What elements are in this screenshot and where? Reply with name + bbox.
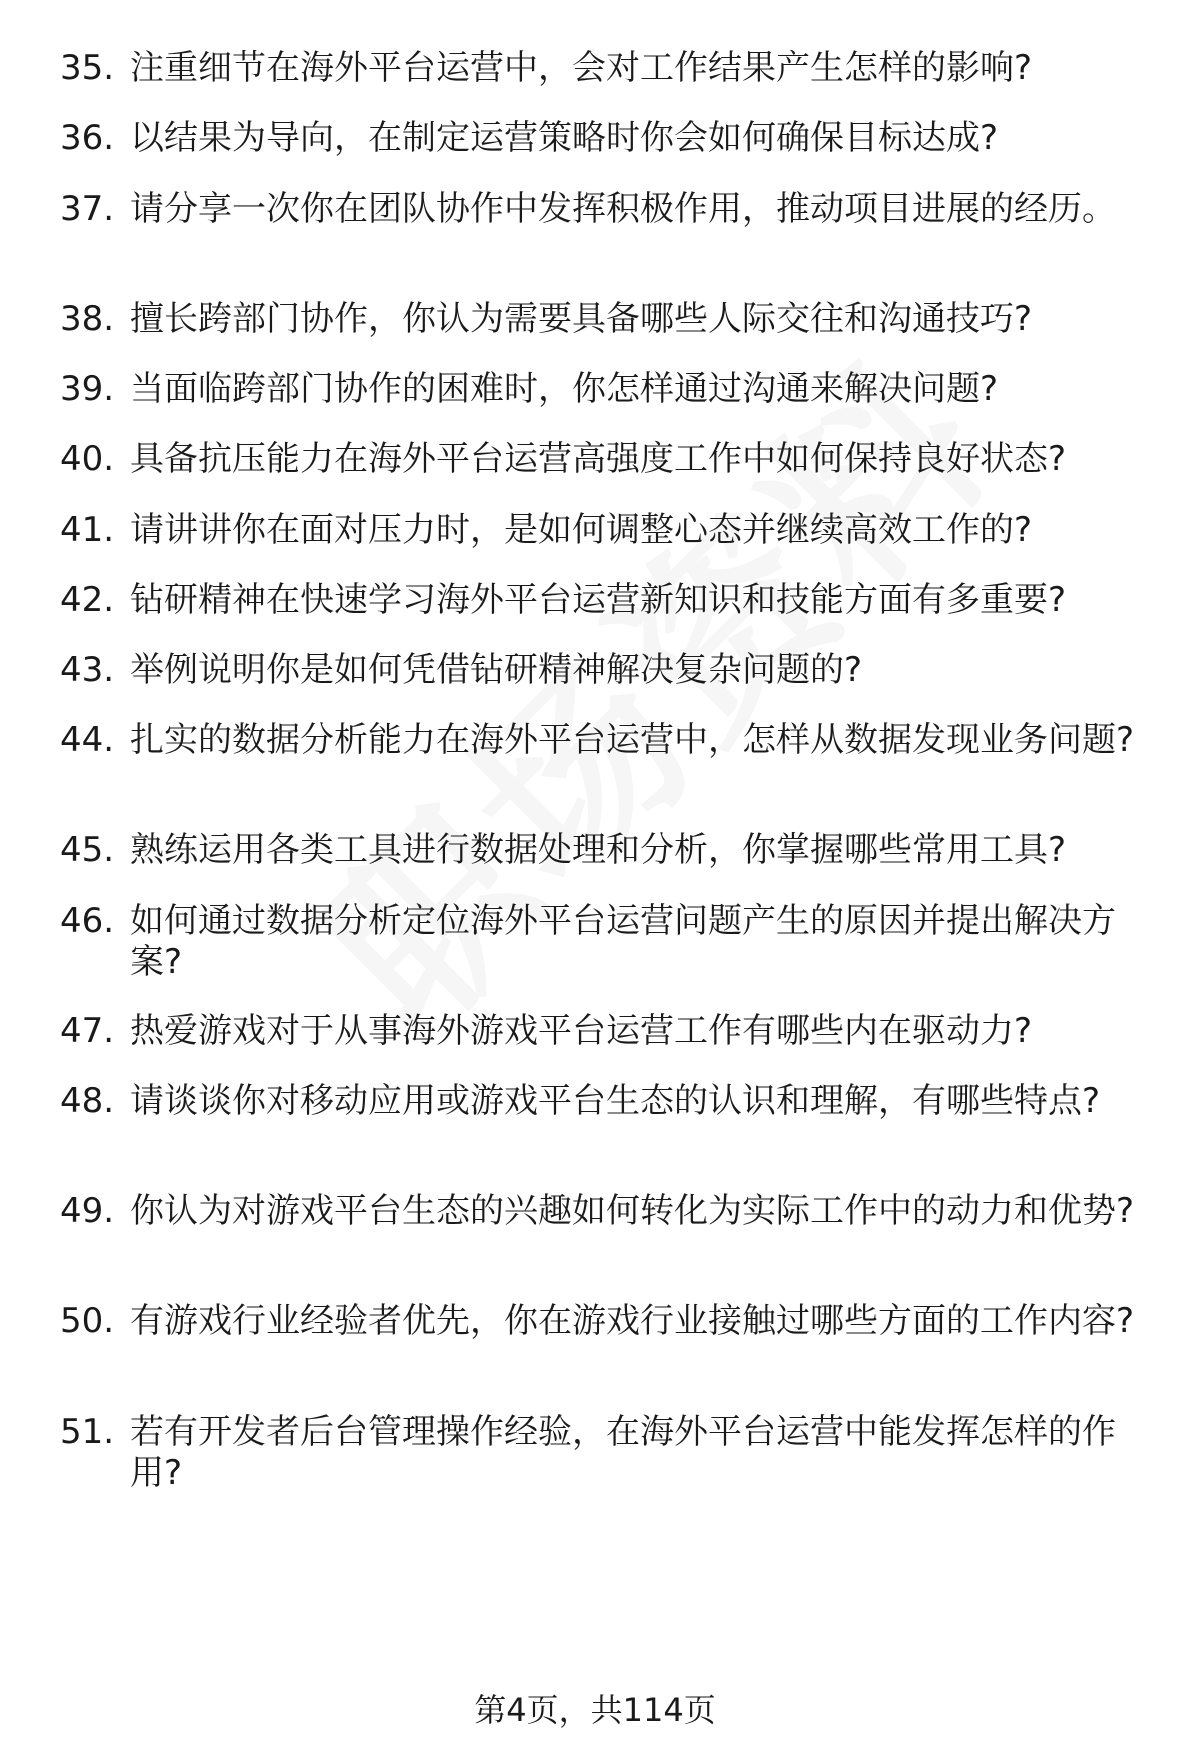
question-item [60,1301,1150,1342]
question-number: 49. [60,1191,115,1231]
question-item [60,118,1150,159]
question-item [60,580,1150,621]
question-item [60,901,1150,983]
question-number: 47. [60,1011,115,1051]
question-text: 请讲讲你在面对压力时，是如何调整心态并继续高效工作的? [130,510,1033,550]
question-number: 37. [60,189,115,229]
question-text: 举例说明你是如何凭借钻研精神解决复杂问题的? [130,650,863,690]
question-text: 有游戏行业经验者优先，你在游戏行业接触过哪些方面的工作内容? [130,1301,1135,1341]
question-text: 热爱游戏对于从事海外游戏平台运营工作有哪些内在驱动力? [130,1011,1033,1051]
question-number: 36. [60,118,115,158]
question-number: 43. [60,650,115,690]
question-item [60,830,1150,871]
question-text: 具备抗压能力在海外平台运营高强度工作中如何保持良好状态? [130,439,1067,479]
question-text: 你认为对游戏平台生态的兴趣如何转化为实际工作中的动力和优势? [130,1191,1135,1231]
question-item [60,1412,1150,1494]
question-item [60,369,1150,410]
question-number: 45. [60,830,115,870]
question-text: 擅长跨部门协作，你认为需要具备哪些人际交往和沟通技巧? [130,299,1033,339]
question-text: 熟练运用各类工具进行数据处理和分析，你掌握哪些常用工具? [130,830,1067,870]
question-number: 41. [60,510,115,550]
question-item [60,650,1150,691]
question-item [60,189,1150,230]
question-text: 钻研精神在快速学习海外平台运营新知识和技能方面有多重要? [130,580,1067,620]
question-item [60,1011,1150,1052]
question-item [60,1081,1150,1122]
page-number-label: 第4页，共114页 [474,1691,716,1729]
question-text: 请谈谈你对移动应用或游戏平台生态的认识和理解，有哪些特点? [130,1081,1101,1121]
question-item [60,299,1150,340]
question-number: 44. [60,720,115,760]
question-number: 40. [60,439,115,479]
question-number: 50. [60,1301,115,1341]
question-text: 若有开发者后台管理操作经验，在海外平台运营中能发挥怎样的作用? [130,1412,1116,1493]
question-number: 48. [60,1081,115,1121]
question-text: 如何通过数据分析定位海外平台运营问题产生的原因并提出解决方案? [130,901,1116,982]
question-number: 46. [60,901,115,941]
question-text: 以结果为导向，在制定运营策略时你会如何确保目标达成? [130,118,999,158]
question-item [60,720,1150,761]
question-number: 51. [60,1412,115,1452]
question-text: 扎实的数据分析能力在海外平台运营中，怎样从数据发现业务问题? [130,720,1135,760]
question-number: 39. [60,369,115,409]
question-item [60,510,1150,551]
question-number: 42. [60,580,115,620]
question-item [60,439,1150,480]
question-text: 请分享一次你在团队协作中发挥积极作用，推动项目进展的经历。 [130,189,1116,229]
question-item [60,48,1150,89]
question-item [60,1191,1150,1232]
page-footer [0,1690,1190,1730]
question-number: 38. [60,299,115,339]
question-text: 当面临跨部门协作的困难时，你怎样通过沟通来解决问题? [130,369,999,409]
question-number: 35. [60,48,115,88]
question-text: 注重细节在海外平台运营中，会对工作结果产生怎样的影响? [130,48,1033,88]
